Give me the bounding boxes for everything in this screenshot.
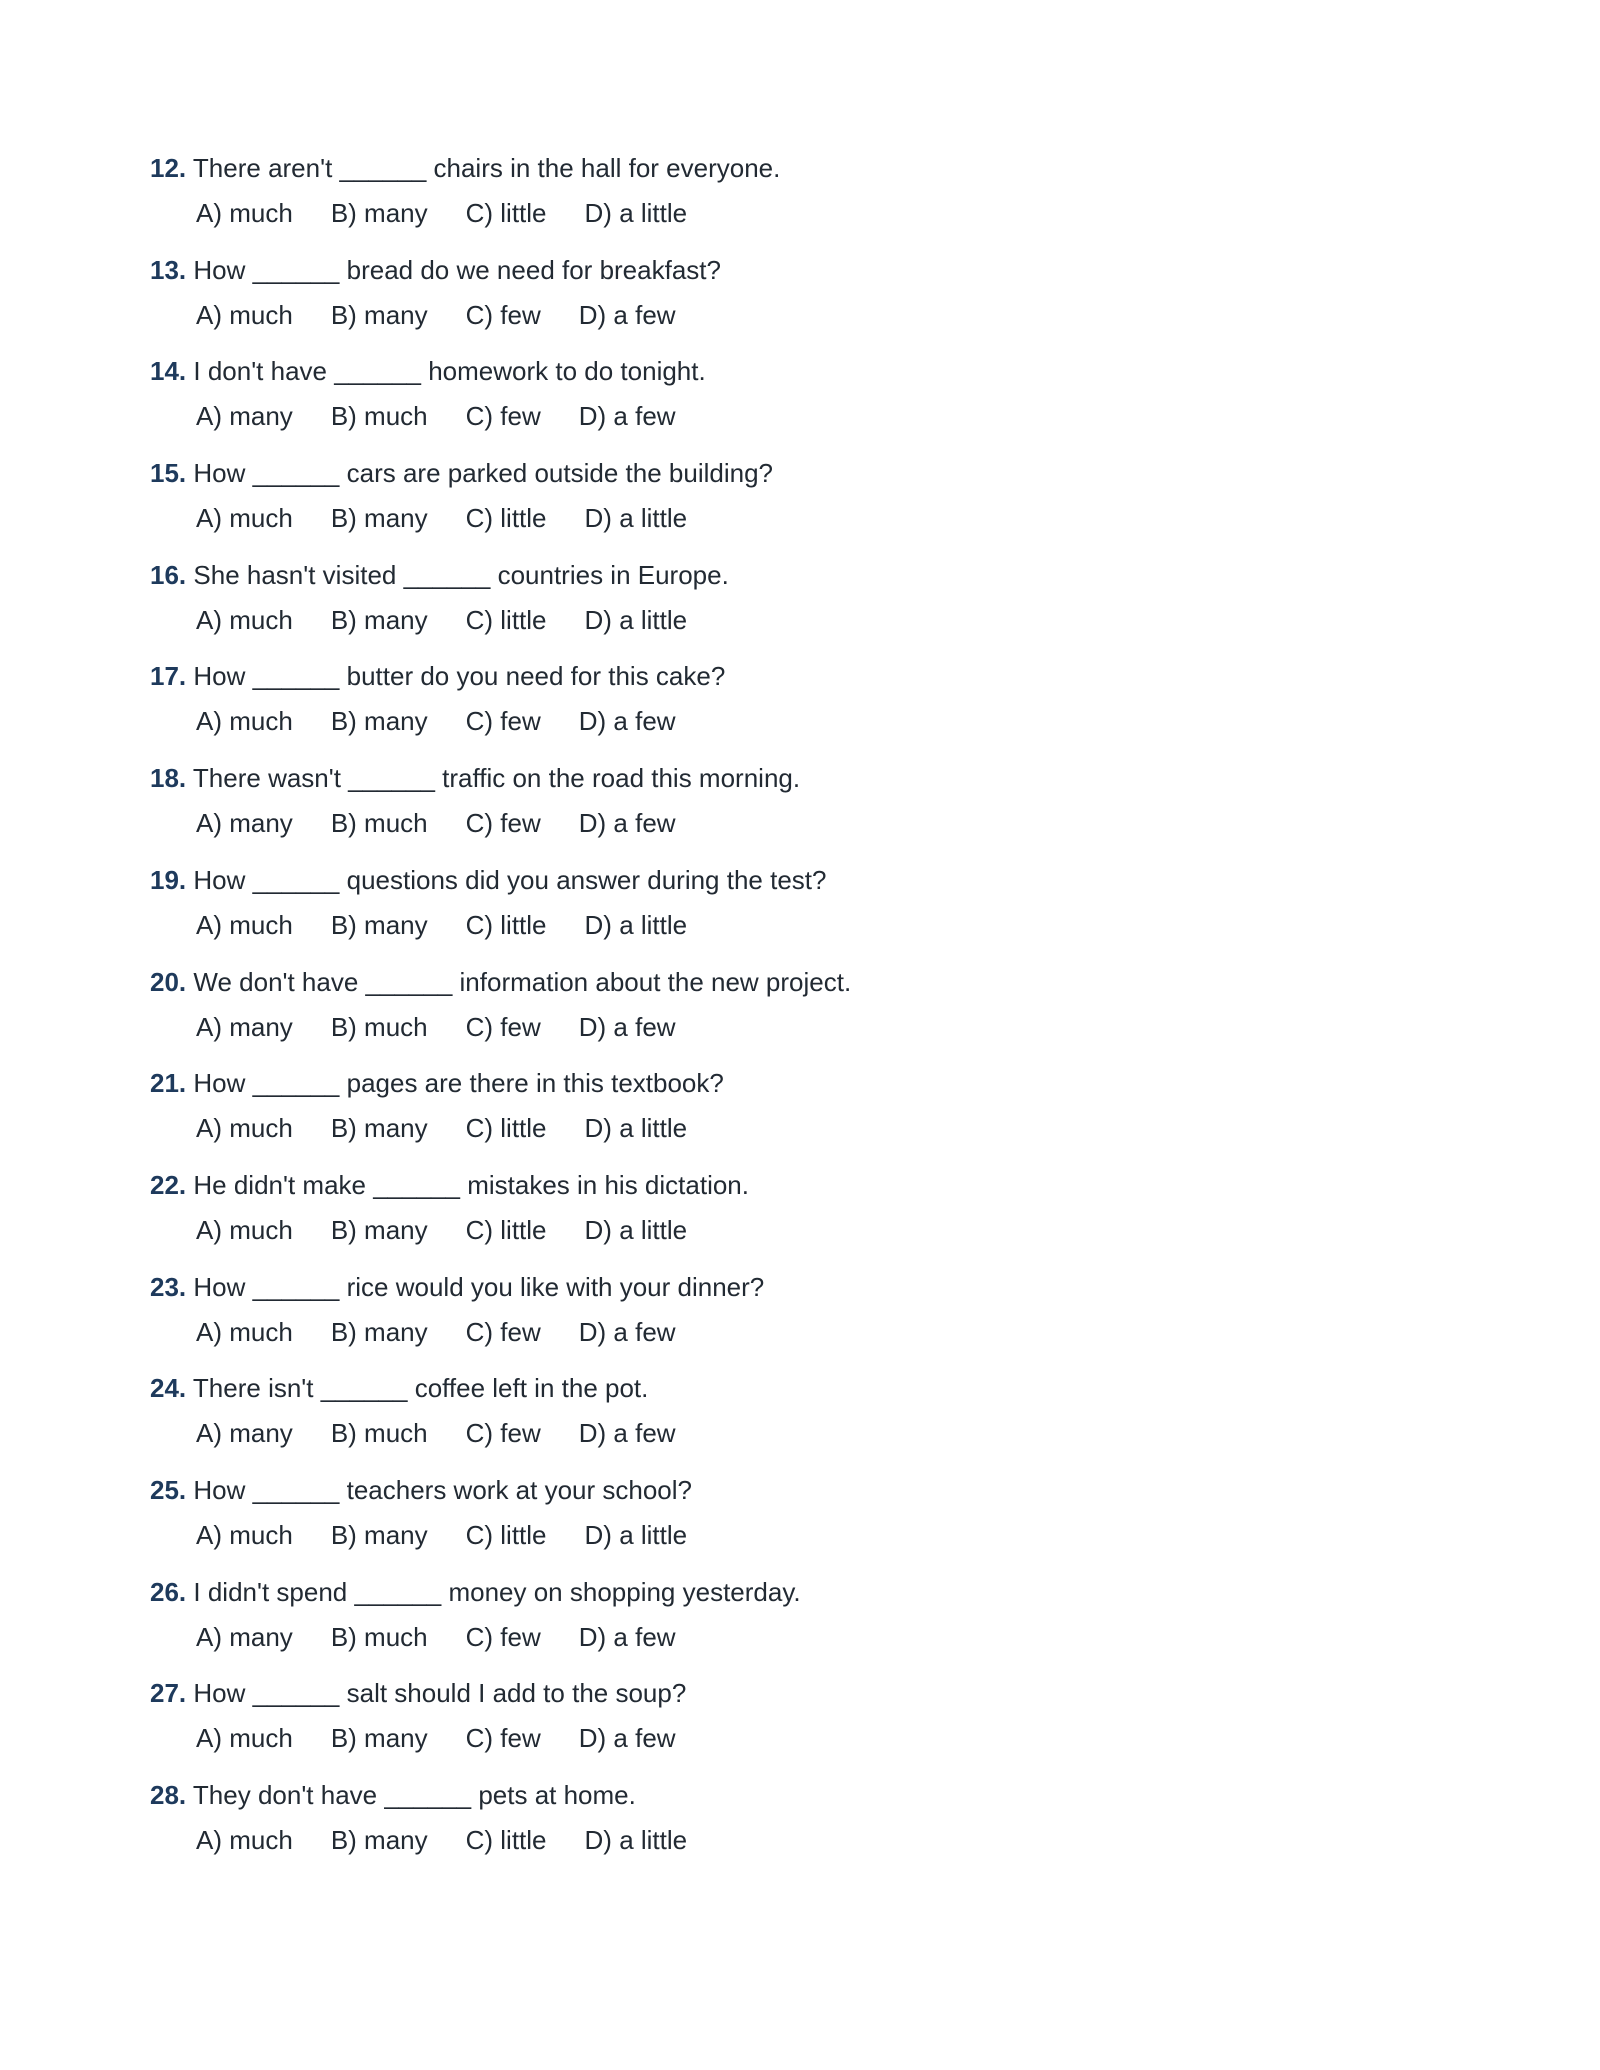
answer-option: C) little	[465, 1214, 547, 1245]
answer-option: A) much	[196, 1723, 293, 1754]
question-stem	[150, 860, 1450, 900]
question-number: 18.	[150, 763, 187, 794]
answer-options	[196, 498, 1450, 538]
question-text: There wasn't ______ traffic on the road this morning.	[192, 763, 801, 794]
answer-option: A) much	[196, 1214, 293, 1245]
answer-option: B) many	[330, 1723, 428, 1754]
question-stem	[150, 1470, 1450, 1510]
answer-option: D) a little	[584, 604, 688, 635]
answer-option: A) many	[196, 1011, 293, 1042]
answer-options	[196, 905, 1450, 945]
answer-option: B) many	[330, 1825, 428, 1855]
answer-options	[196, 1718, 1450, 1758]
answer-option: A) many	[196, 1621, 293, 1652]
question-number: 25.	[150, 1474, 187, 1505]
question-item	[150, 1063, 1450, 1165]
question-number: 21.	[150, 1068, 187, 1099]
answer-option: A) much	[196, 1825, 293, 1855]
question-text: How ______ rice would you like with your dinner?	[193, 1271, 765, 1302]
answer-options	[196, 1820, 1450, 1860]
answer-option: D) a little	[584, 1214, 688, 1245]
answer-option: B) many	[330, 1214, 428, 1245]
answer-options	[196, 1007, 1450, 1047]
answer-option: C) few	[465, 706, 541, 737]
answer-option: D) a few	[578, 299, 676, 330]
answer-option: C) few	[465, 808, 541, 839]
question-number: 28.	[150, 1780, 187, 1810]
question-number: 13.	[150, 254, 187, 285]
answer-option: C) little	[465, 909, 547, 940]
answer-option: B) much	[330, 1418, 428, 1449]
answer-option: C) few	[465, 299, 541, 330]
answer-option: D) a little	[584, 503, 688, 534]
question-stem	[150, 656, 1450, 696]
question-stem	[150, 758, 1450, 798]
answer-option: C) little	[465, 1113, 547, 1144]
question-number: 23.	[150, 1271, 187, 1302]
question-list	[150, 148, 1450, 1877]
question-text: He didn't make ______ mistakes in his dictation.	[193, 1169, 749, 1200]
answer-option: C) little	[465, 503, 547, 534]
question-text: How ______ questions did you answer during the test?	[193, 864, 827, 895]
answer-options	[196, 1210, 1450, 1250]
answer-option: A) much	[196, 604, 293, 635]
answer-options	[196, 600, 1450, 640]
question-stem	[150, 1775, 1450, 1815]
question-stem	[150, 453, 1450, 493]
question-text: How ______ bread do we need for breakfast?	[193, 254, 721, 285]
question-number: 12.	[150, 153, 187, 183]
question-text: She hasn't visited ______ countries in Europe.	[193, 559, 729, 590]
answer-option: A) much	[196, 299, 293, 330]
answer-option: B) much	[330, 1011, 428, 1042]
answer-option: B) many	[330, 198, 428, 228]
answer-option: A) much	[196, 1113, 293, 1144]
answer-option: D) a few	[578, 401, 676, 432]
answer-option: C) few	[465, 1723, 541, 1754]
question-number: 17.	[150, 661, 187, 692]
answer-option: C) little	[465, 198, 547, 228]
answer-option: B) many	[330, 909, 428, 940]
answer-option: C) few	[465, 1316, 541, 1347]
answer-options	[196, 193, 1450, 233]
answer-option: D) a little	[584, 1825, 688, 1855]
answer-option: C) few	[465, 1621, 541, 1652]
answer-option: D) a few	[578, 1316, 676, 1347]
answer-option: A) much	[196, 1316, 293, 1347]
answer-option: B) much	[330, 808, 428, 839]
answer-option: B) many	[330, 1316, 428, 1347]
question-item	[150, 1572, 1450, 1674]
question-text: There isn't ______ coffee left in the pot.	[192, 1373, 649, 1404]
question-text: We don't have ______ information about the new project.	[193, 966, 852, 997]
answer-option: C) few	[465, 1011, 541, 1042]
answer-options	[196, 701, 1450, 741]
question-number: 14.	[150, 356, 187, 387]
question-item	[150, 453, 1450, 555]
question-number: 26.	[150, 1576, 187, 1607]
answer-options	[196, 1413, 1450, 1453]
answer-option: A) much	[196, 1519, 293, 1550]
answer-option: C) little	[465, 1825, 547, 1855]
question-stem	[150, 1673, 1450, 1713]
answer-option: B) many	[330, 706, 428, 737]
question-item	[150, 1470, 1450, 1572]
question-item	[150, 656, 1450, 758]
question-text: How ______ butter do you need for this cake?	[193, 661, 726, 692]
answer-option: D) a little	[584, 909, 688, 940]
question-stem	[150, 555, 1450, 595]
answer-option: D) a few	[578, 706, 676, 737]
question-stem	[150, 351, 1450, 391]
answer-option: D) a few	[578, 808, 676, 839]
answer-option: D) a little	[584, 198, 688, 228]
answer-option: A) many	[196, 1418, 293, 1449]
answer-option: A) much	[196, 706, 293, 737]
answer-option: A) many	[196, 401, 293, 432]
answer-option: B) many	[330, 503, 428, 534]
question-item	[150, 962, 1450, 1064]
question-item	[150, 148, 1450, 250]
answer-option: D) a few	[578, 1011, 676, 1042]
answer-option: B) many	[330, 1519, 428, 1550]
question-text: I didn't spend ______ money on shopping yesterday.	[193, 1576, 801, 1607]
answer-option: A) much	[196, 503, 293, 534]
question-stem	[150, 962, 1450, 1002]
question-stem	[150, 1368, 1450, 1408]
question-stem	[150, 1063, 1450, 1103]
question-number: 24.	[150, 1373, 187, 1404]
answer-option: B) many	[330, 299, 428, 330]
question-number: 22.	[150, 1169, 187, 1200]
question-number: 20.	[150, 966, 187, 997]
answer-option: D) a few	[578, 1621, 676, 1652]
answer-option: D) a little	[584, 1113, 688, 1144]
question-stem	[150, 1165, 1450, 1205]
answer-option: B) many	[330, 604, 428, 635]
answer-options	[196, 803, 1450, 843]
answer-option: A) much	[196, 909, 293, 940]
question-text: There aren't ______ chairs in the hall for everyone.	[192, 153, 781, 183]
answer-option: D) a little	[584, 1519, 688, 1550]
question-item	[150, 758, 1450, 860]
question-item	[150, 1673, 1450, 1775]
answer-options	[196, 1617, 1450, 1657]
question-text: How ______ cars are parked outside the building?	[193, 458, 773, 489]
question-item	[150, 1267, 1450, 1369]
question-text: They don't have ______ pets at home.	[192, 1780, 636, 1810]
question-item	[150, 250, 1450, 352]
answer-option: B) much	[330, 401, 428, 432]
answer-option: A) many	[196, 808, 293, 839]
question-text: How ______ salt should I add to the soup?	[193, 1678, 687, 1709]
question-item	[150, 1165, 1450, 1267]
question-text: How ______ pages are there in this textbook?	[193, 1068, 724, 1099]
answer-option: D) a few	[578, 1723, 676, 1754]
answer-option: B) much	[330, 1621, 428, 1652]
question-text: I don't have ______ homework to do tonight.	[193, 356, 706, 387]
question-stem	[150, 1572, 1450, 1612]
question-stem	[150, 1267, 1450, 1307]
answer-option: D) a few	[578, 1418, 676, 1449]
answer-option: C) little	[465, 1519, 547, 1550]
question-number: 27.	[150, 1678, 187, 1709]
question-item	[150, 351, 1450, 453]
question-stem	[150, 148, 1450, 188]
question-text: How ______ teachers work at your school?	[193, 1474, 692, 1505]
question-number: 15.	[150, 458, 187, 489]
question-stem	[150, 250, 1450, 290]
question-number: 16.	[150, 559, 187, 590]
answer-option: C) little	[465, 604, 547, 635]
question-number: 19.	[150, 864, 187, 895]
answer-options	[196, 396, 1450, 436]
question-item	[150, 1368, 1450, 1470]
answer-option: C) few	[465, 401, 541, 432]
answer-options	[196, 295, 1450, 335]
answer-option: A) much	[196, 198, 293, 228]
question-item	[150, 1775, 1450, 1877]
answer-option: B) many	[330, 1113, 428, 1144]
question-item	[150, 555, 1450, 657]
answer-options	[196, 1515, 1450, 1555]
answer-option: C) few	[465, 1418, 541, 1449]
answer-options	[196, 1108, 1450, 1148]
answer-options	[196, 1312, 1450, 1352]
question-item	[150, 860, 1450, 962]
